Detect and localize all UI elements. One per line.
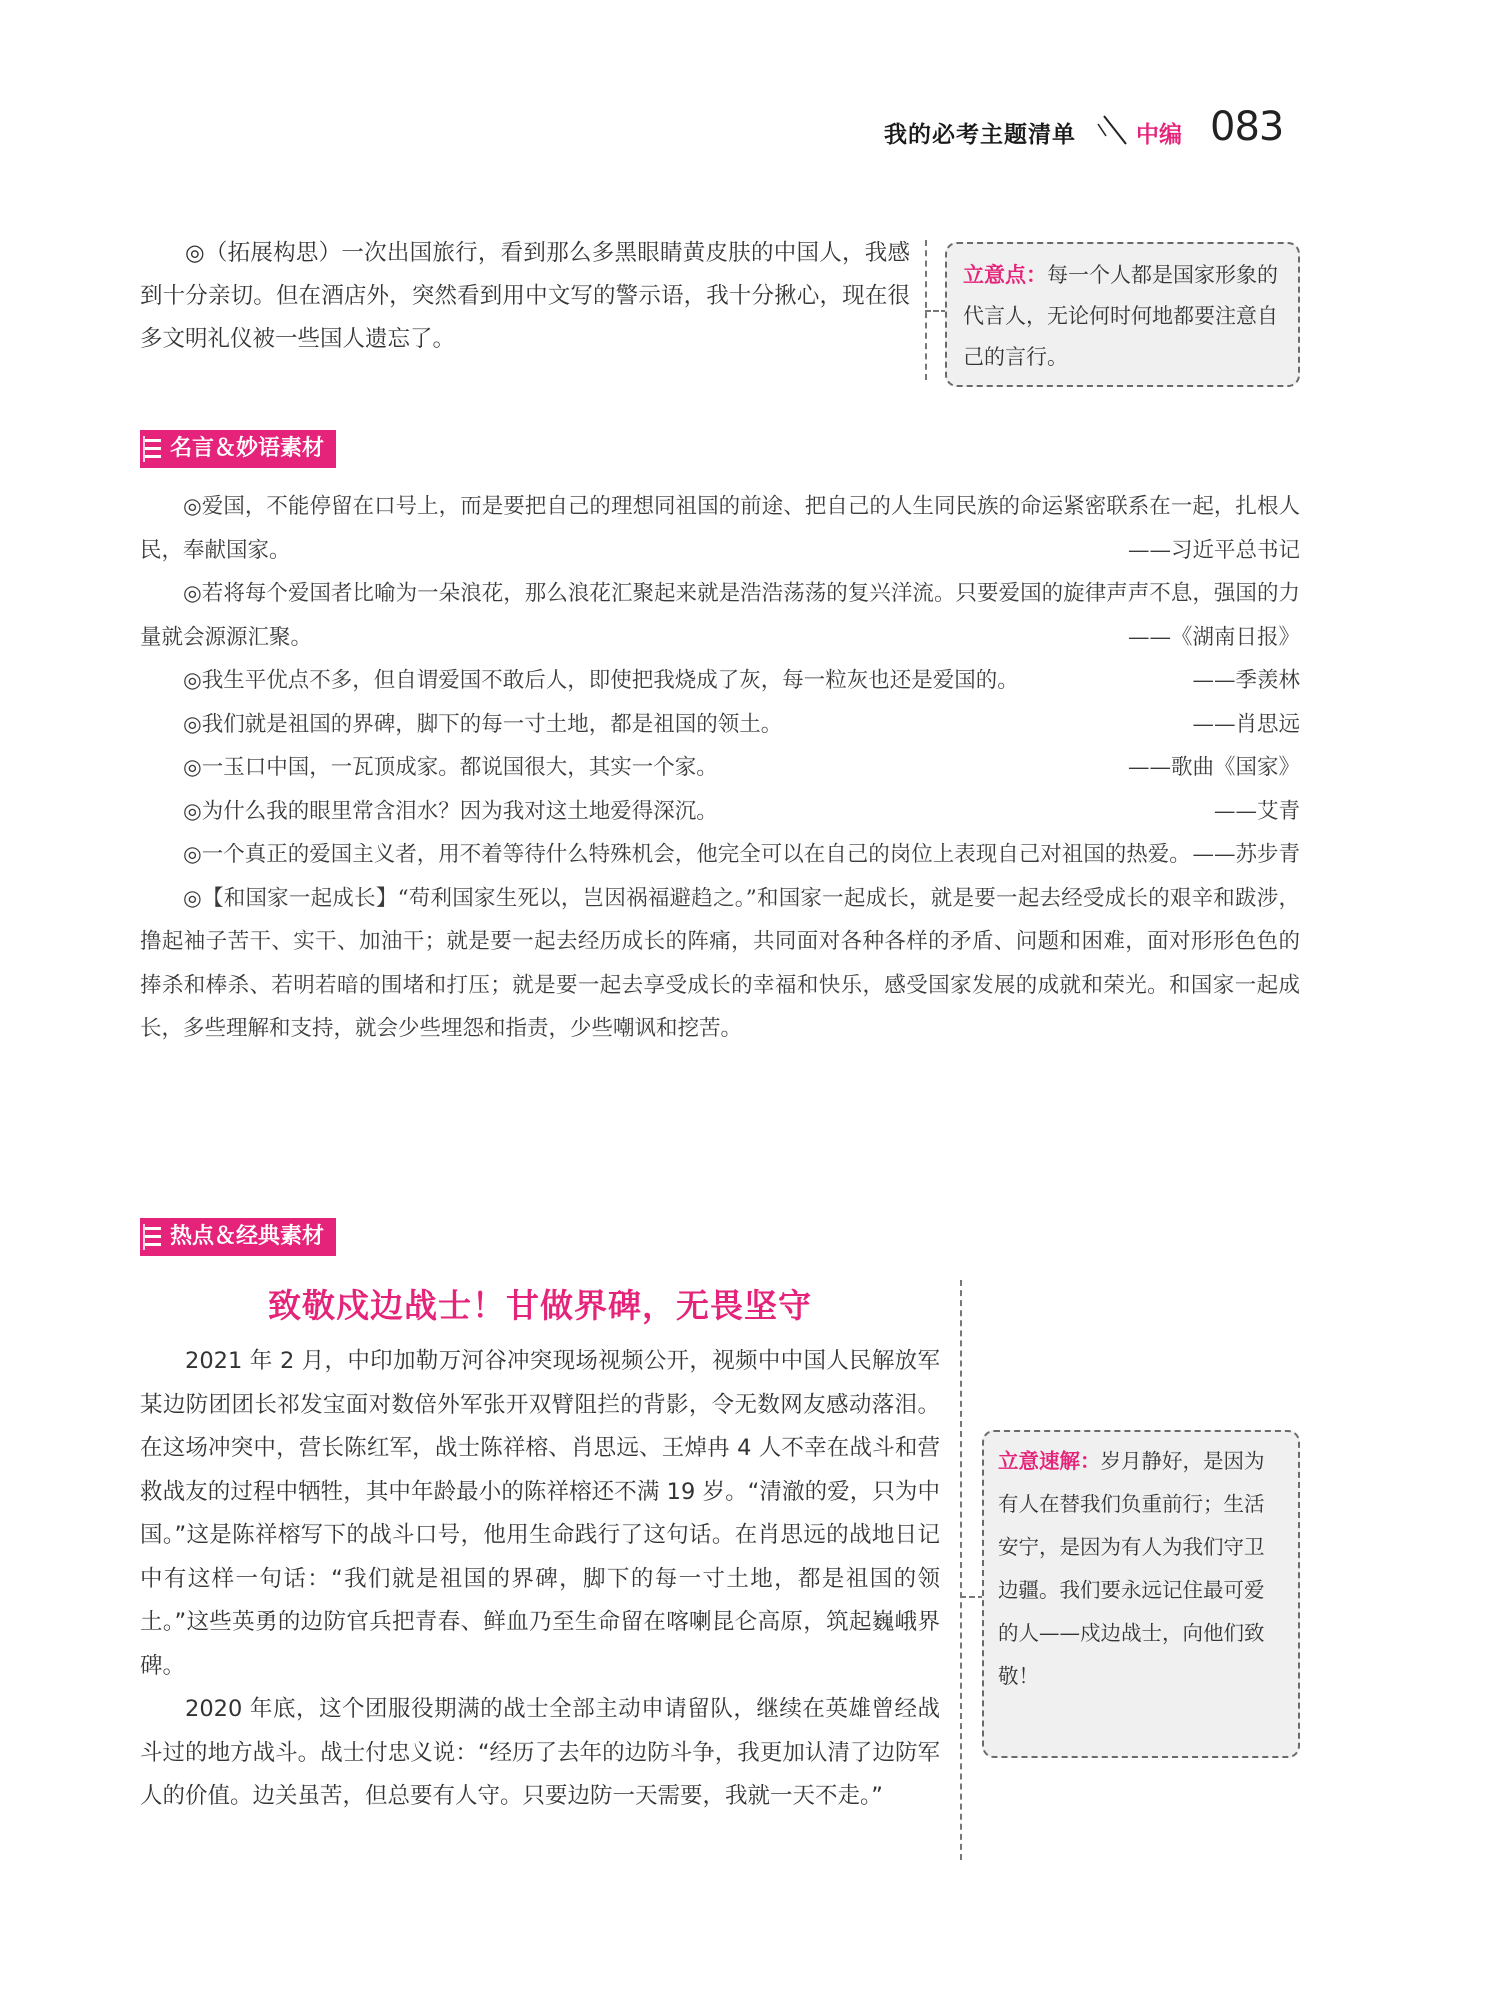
- intro-note-text: 每一个人都是国家形象的代言人，无论何时何地都要注意自己的言行。: [963, 263, 1278, 369]
- article-note-box: [982, 1430, 1300, 1758]
- quote-item: [140, 746, 1300, 790]
- slash-divider-icon: [1096, 110, 1136, 150]
- quote-source: ——苏步青: [1192, 842, 1300, 867]
- quote-source: ——歌曲《国家》: [1127, 755, 1300, 780]
- quote-text: ◎我生平优点不多，但自谓爱国不敢后人，即使把我烧成了灰，每一粒灰也还是爱国的。: [183, 668, 1019, 693]
- essay-text: ◎【和国家一起成长】“苟利国家生死以，岂因祸福避趋之。”和国家一起成长，就是要一起去经受成长的艰辛和跋涉，撸起袖子苦干、实干、加油干；就是要一起去经历成长的阵痛，共同面对各种各样的矛盾、问题和困难，面对形形色色的捧杀和棒杀、若明若暗的围堵和打压；就是要一起去享受成长的幸福和快乐，感受国家发展的成就和荣光。和国家一起成长，多些理解和支持，就会少些埋怨和指责，少些嘲讽和挖苦。: [140, 885, 1300, 1041]
- list-icon: [140, 430, 166, 468]
- article-title: 致敬戍边战士！甘做界碑，无畏坚守: [268, 1286, 812, 1325]
- essay-paragraph: [140, 877, 1300, 1051]
- intro-connector-tick: [925, 310, 947, 312]
- quote-text: ◎为什么我的眼里常含泪水？因为我对这土地爱得深沉。: [183, 798, 718, 824]
- article-connector: [960, 1280, 962, 1860]
- quotes-list: [140, 485, 1300, 1051]
- article-connector-tick: [960, 1596, 984, 1598]
- article-note-text: 岁月静好，是因为有人在替我们负重前行；生活安宁，是因为有人为我们守卫边疆。我们要永远记住最可爱的人——戍边战士，向他们致敬！: [998, 1449, 1265, 1688]
- quote-item: [140, 703, 1300, 747]
- section-name: 中编: [1136, 122, 1182, 148]
- intro-paragraph: [140, 232, 910, 361]
- intro-note-box: [945, 242, 1300, 387]
- quote-item: [140, 790, 1300, 834]
- list-icon: [140, 1218, 166, 1256]
- quote-text: ◎爱国，不能停留在口号上，而是要把自己的理想同祖国的前途、把自己的人生同民族的命运紧密联系在一起，扎根人民，奉献国家。: [140, 494, 1300, 563]
- quote-source: ——季羡林: [1192, 668, 1300, 693]
- quote-source: ——艾青: [1213, 798, 1300, 824]
- quote-item: [140, 833, 1300, 877]
- article-note-label: 立意速解：: [998, 1449, 1101, 1473]
- quote-text: ◎一玉口中国，一瓦顶成家。都说国很大，其实一个家。: [183, 755, 718, 780]
- section-label-hotspots: [140, 1218, 336, 1256]
- section-label-quotes: [140, 430, 336, 468]
- quote-text: ◎一个真正的爱国主义者，用不着等待什么特殊机会，他完全可以在自己的岗位上表现自己对祖国的热爱。: [183, 842, 1191, 867]
- quote-item: [140, 572, 1300, 659]
- quote-text: ◎我们就是祖国的界碑，脚下的每一寸土地，都是祖国的领土。: [183, 711, 783, 737]
- article-paragraph: 2021 年 2 月，中印加勒万河谷冲突现场视频公开，视频中中国人民解放军某边防团团长祁发宝面对数倍外军张开双臂阻拦的背影，令无数网友感动落泪。在这场冲突中，营长陈红军，战士陈祥榕、肖思远、王焯冉 4 人不幸在战斗和营救战友的过程中牺牲，其中年龄最小的陈祥榕还不满 19 岁。“清澈的爱，只为中国。”这是陈祥榕写下的战斗口号，他用生命践行了这句话。在肖思远的战地日记中有这样一句话：“我们就是祖国的界碑，脚下的每一寸土地，都是祖国的领土。”这些英勇的边防官兵把青春、鲜血乃至生命留在喀喇昆仑高原，筑起巍峨界碑。: [140, 1348, 940, 1679]
- quote-text: ◎若将每个爱国者比喻为一朵浪花，那么浪花汇聚起来就是浩浩荡荡的复兴洋流。只要爱国的旋律声声不息，强国的力量就会源源汇聚。: [140, 581, 1300, 650]
- page-number: 083: [1210, 104, 1284, 150]
- book-title: 我的必考主题清单: [884, 122, 1076, 148]
- quote-source: ——习近平总书记: [1127, 537, 1300, 563]
- intro-text: ◎（拓展构思）一次出国旅行，看到那么多黑眼睛黄皮肤的中国人，我感到十分亲切。但在酒店外，突然看到用中文写的警示语，我十分揪心，现在很多文明礼仪被一些国人遗忘了。: [140, 240, 910, 352]
- intro-note-label: 立意点：: [963, 262, 1047, 287]
- quote-item: [140, 659, 1300, 703]
- quote-source: ——肖思远: [1192, 711, 1300, 737]
- section-label-text: 热点＆经典素材: [170, 1224, 325, 1249]
- quote-item: [140, 485, 1300, 572]
- quote-source: ——《湖南日报》: [1127, 624, 1300, 650]
- section-label-text: 名言＆妙语素材: [170, 436, 325, 461]
- article-paragraph: 2020 年底，这个团服役期满的战士全部主动申请留队，继续在英雄曾经战斗过的地方战斗。战士付忠义说：“经历了去年的边防斗争，我更加认清了边防军人的价值。边关虽苦，但总要有人守。只要边防一天需要，我就一天不走。”: [140, 1696, 940, 1809]
- article-body: [140, 1340, 940, 1819]
